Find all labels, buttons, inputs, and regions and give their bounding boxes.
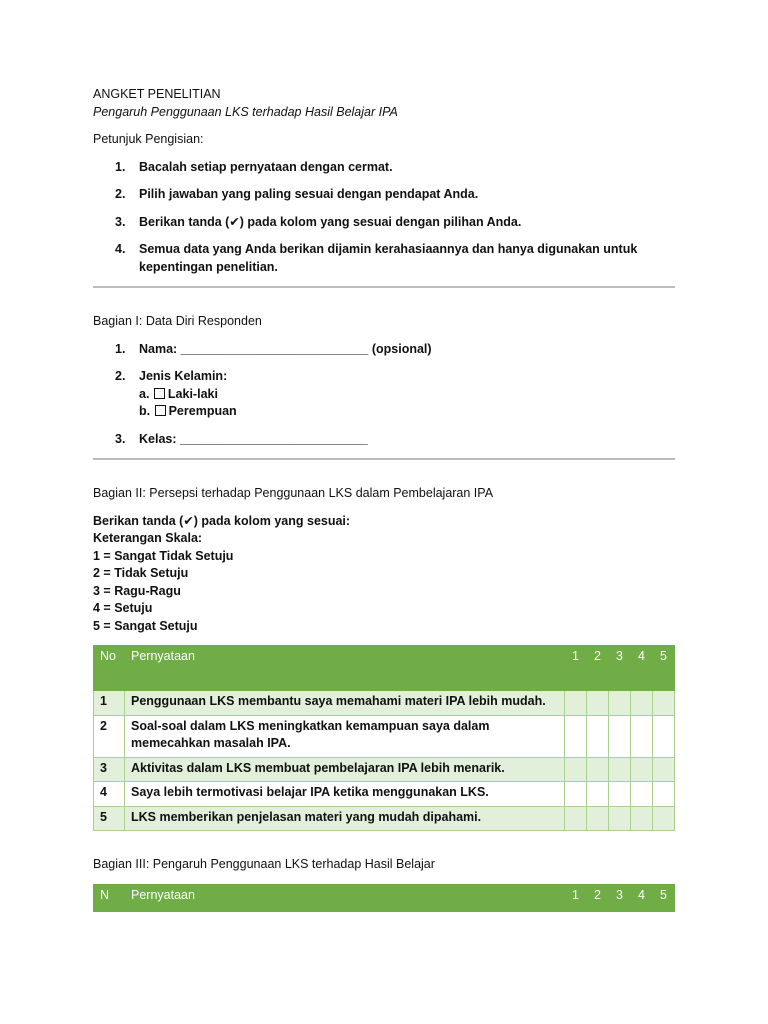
column-header-no: N bbox=[94, 884, 125, 911]
scale-label: Keterangan Skala: bbox=[93, 531, 203, 545]
scale-item: 5 = Sangat Setuju bbox=[93, 618, 198, 633]
answer-cell[interactable] bbox=[653, 757, 675, 782]
checkbox-icon[interactable] bbox=[155, 405, 166, 416]
section3-title: Bagian III: Pengaruh Penggunaan LKS terhadap Hasil Belajar bbox=[93, 857, 435, 871]
answer-cell[interactable] bbox=[653, 691, 675, 716]
row-statement: Soal-soal dalam LKS meningkatkan kemampuan saya dalam memecahkan masalah IPA. bbox=[125, 715, 565, 757]
column-header-scale: 5 bbox=[653, 884, 675, 911]
checkbox-icon[interactable] bbox=[154, 388, 165, 399]
scale-item: 1 = Sangat Tidak Setuju bbox=[93, 548, 234, 563]
row-number: 5 bbox=[94, 806, 125, 831]
answer-cell[interactable] bbox=[609, 782, 631, 807]
row-statement: Aktivitas dalam LKS membuat pembelajaran IPA lebih menarik. bbox=[125, 757, 565, 782]
list-item: 4. Semua data yang Anda berikan dijamin kerahasiaannya dan hanya digunakan untuk kepentingan penelitian. bbox=[115, 242, 638, 274]
table-header bbox=[94, 646, 675, 691]
section2-title: Bagian II: Persepsi terhadap Penggunaan LKS dalam Pembelajaran IPA bbox=[93, 486, 494, 500]
row-number: 3 bbox=[94, 757, 125, 782]
gender-option-male[interactable]: a. Laki-laki bbox=[139, 386, 218, 401]
row-number: 2 bbox=[94, 715, 125, 757]
table-row bbox=[94, 757, 675, 782]
column-header-statement: Pernyataan bbox=[125, 646, 565, 691]
document-title: ANGKET PENELITIAN bbox=[93, 87, 221, 101]
gender-label: Jenis Kelamin: bbox=[139, 369, 228, 383]
respondent-data-list bbox=[93, 341, 675, 449]
column-header-scale: 1 bbox=[565, 884, 587, 911]
column-header-scale: 2 bbox=[587, 884, 609, 911]
list-item: 2. Pilih jawaban yang paling sesuai dengan pendapat Anda. bbox=[115, 187, 479, 201]
answer-cell[interactable] bbox=[609, 757, 631, 782]
column-header-scale: 3 bbox=[609, 884, 631, 911]
column-header-no: No bbox=[94, 646, 125, 691]
column-header-scale: 3 bbox=[609, 646, 631, 691]
column-header-statement: Pernyataan bbox=[125, 884, 565, 911]
column-header-scale: 4 bbox=[631, 884, 653, 911]
perception-table bbox=[93, 645, 675, 831]
section2-intro: Berikan tanda (✔) pada kolom yang sesuai: bbox=[93, 513, 351, 528]
answer-cell[interactable] bbox=[631, 715, 653, 757]
instructions-list bbox=[93, 159, 675, 277]
answer-cell[interactable] bbox=[631, 691, 653, 716]
answer-cell[interactable] bbox=[631, 806, 653, 831]
divider bbox=[93, 286, 675, 288]
answer-cell[interactable] bbox=[653, 806, 675, 831]
scale-item: 4 = Setuju bbox=[93, 601, 153, 615]
row-statement: Penggunaan LKS membantu saya memahami materi IPA lebih mudah. bbox=[125, 691, 565, 716]
table-row bbox=[94, 691, 675, 716]
table-header bbox=[94, 884, 675, 911]
table-row bbox=[94, 715, 675, 757]
answer-cell[interactable] bbox=[587, 757, 609, 782]
answer-cell[interactable] bbox=[609, 691, 631, 716]
column-header-scale: 1 bbox=[565, 646, 587, 691]
gender-field: 2. Jenis Kelamin: a. Laki-laki b. Perempuan bbox=[115, 369, 237, 418]
answer-cell[interactable] bbox=[587, 782, 609, 807]
document-page bbox=[93, 86, 675, 912]
answer-cell[interactable] bbox=[565, 691, 587, 716]
table-row bbox=[94, 806, 675, 831]
column-header-scale: 5 bbox=[653, 646, 675, 691]
table-row bbox=[94, 782, 675, 807]
class-field[interactable]: 3. Kelas: ___________________________ bbox=[115, 431, 368, 446]
answer-cell[interactable] bbox=[631, 757, 653, 782]
answer-cell[interactable] bbox=[609, 715, 631, 757]
row-statement: LKS memberikan penjelasan materi yang mudah dipahami. bbox=[125, 806, 565, 831]
scale-item: 2 = Tidak Setuju bbox=[93, 566, 189, 580]
outcome-table bbox=[93, 884, 675, 912]
instructions-label: Petunjuk Pengisian: bbox=[93, 132, 204, 146]
answer-cell[interactable] bbox=[587, 691, 609, 716]
name-field[interactable]: 1. Nama: ___________________________ (opsional) bbox=[115, 341, 432, 356]
row-number: 4 bbox=[94, 782, 125, 807]
section1-title: Bagian I: Data Diri Responden bbox=[93, 314, 262, 328]
row-number: 1 bbox=[94, 691, 125, 716]
answer-cell[interactable] bbox=[653, 782, 675, 807]
answer-cell[interactable] bbox=[565, 757, 587, 782]
scale-item: 3 = Ragu-Ragu bbox=[93, 583, 181, 598]
answer-cell[interactable] bbox=[653, 715, 675, 757]
row-statement: Saya lebih termotivasi belajar IPA ketika menggunakan LKS. bbox=[125, 782, 565, 807]
answer-cell[interactable] bbox=[631, 782, 653, 807]
answer-cell[interactable] bbox=[587, 806, 609, 831]
list-item: 1. Bacalah setiap pernyataan dengan cermat. bbox=[115, 159, 393, 174]
column-header-scale: 2 bbox=[587, 646, 609, 691]
list-item: 3. Berikan tanda (✔) pada kolom yang sesuai dengan pilihan Anda. bbox=[115, 214, 522, 229]
document-subtitle: Pengaruh Penggunaan LKS terhadap Hasil Belajar IPA bbox=[93, 104, 398, 119]
answer-cell[interactable] bbox=[565, 806, 587, 831]
divider bbox=[93, 458, 675, 460]
gender-option-female[interactable]: b. Perempuan bbox=[139, 404, 237, 418]
answer-cell[interactable] bbox=[565, 715, 587, 757]
answer-cell[interactable] bbox=[565, 782, 587, 807]
answer-cell[interactable] bbox=[609, 806, 631, 831]
column-header-scale: 4 bbox=[631, 646, 653, 691]
answer-cell[interactable] bbox=[587, 715, 609, 757]
